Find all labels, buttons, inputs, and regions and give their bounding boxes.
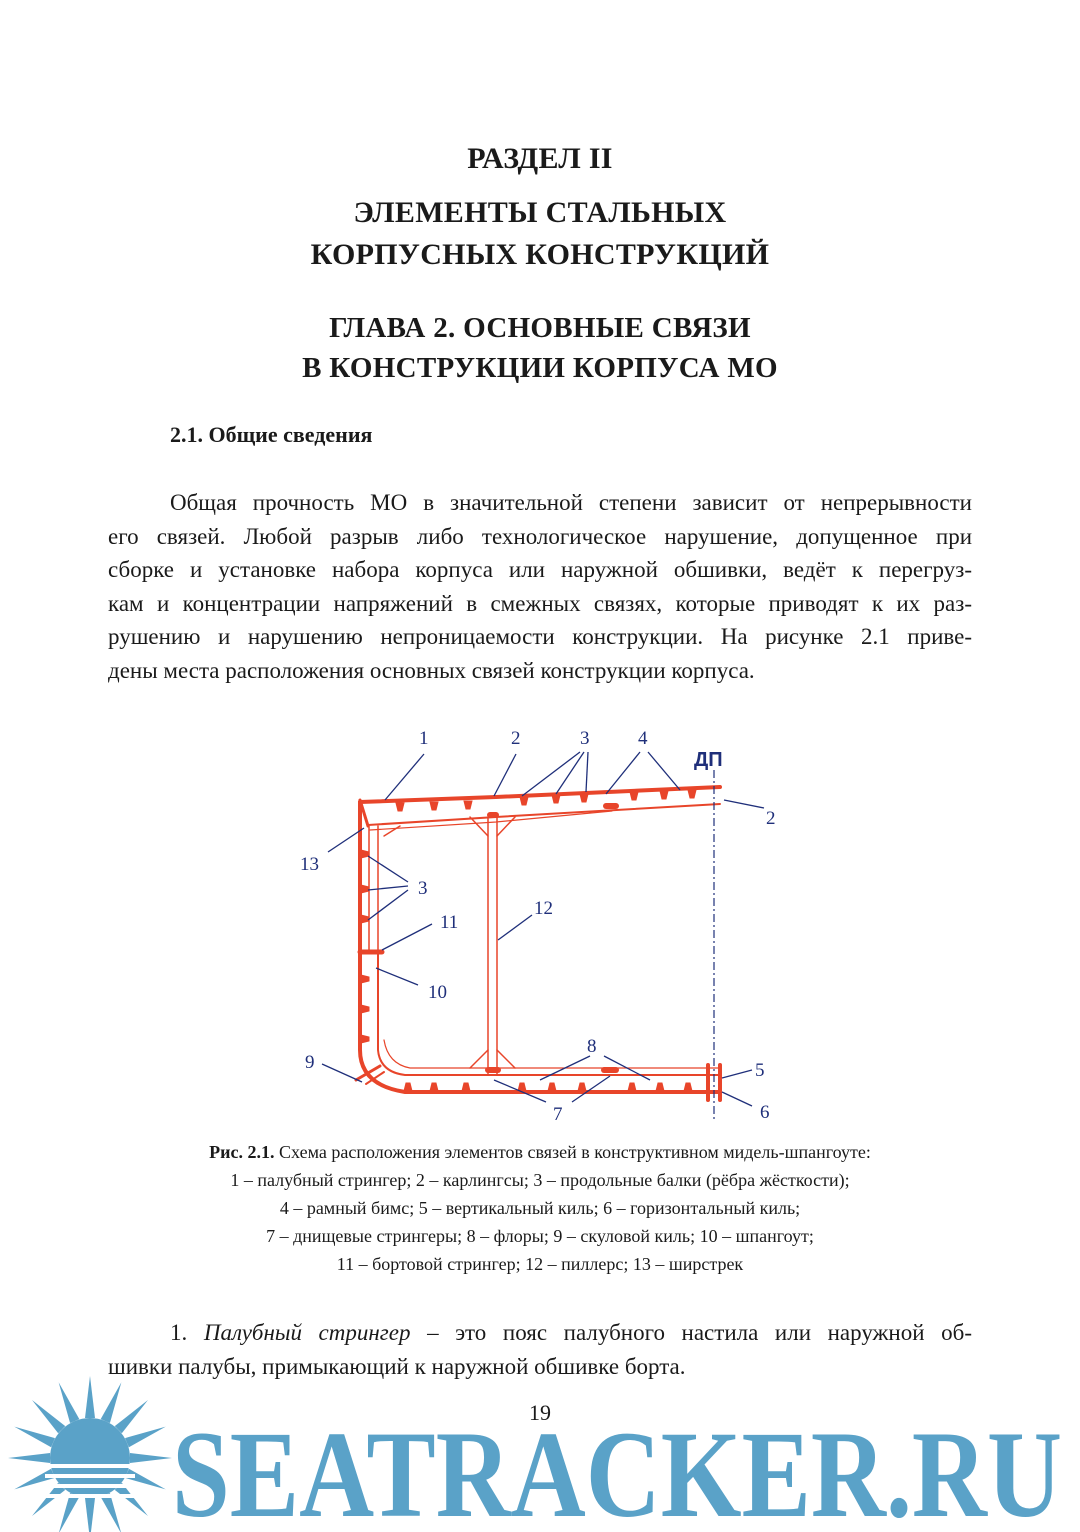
paragraph-line: дены места расположения основных связей конструкции корпуса. (108, 657, 755, 683)
callout-11: 11 (440, 912, 459, 933)
callout-4: 4 (638, 728, 648, 749)
caption-line: 7 – днищевые стрингеры; 8 – флоры; 9 – скуловой киль; 10 – шпангоут; (266, 1226, 814, 1246)
callout-7: 7 (553, 1104, 563, 1125)
caption-ref: Рис. 2.1. (209, 1142, 275, 1162)
paragraph-line: кам и концентрации напряжений в смежных связях, которые приводят к их раз- (108, 590, 972, 616)
watermark-text: SEATRACKER.RU (172, 1406, 1062, 1532)
callout-6: 6 (760, 1102, 770, 1123)
paragraph-line: сборке и установке набора корпуса или наружной обшивки, ведёт к перегруз- (108, 557, 972, 583)
paragraph-line: его связей. Любой разрыв либо технологическое нарушение, допущенное при (108, 523, 972, 549)
callout-2: 2 (511, 728, 521, 749)
caption-line: 4 – рамный бимс; 5 – вертикальный киль; 6 – горизонтальный киль; (279, 1198, 801, 1218)
midship-section-diagram (290, 720, 790, 1130)
chapter-title-line1: ГЛАВА 2. ОСНОВНЫЕ СВЯЗИ (329, 312, 751, 344)
section-title-line1: ЭЛЕМЕНТЫ СТАЛЬНЫХ (353, 196, 727, 229)
section-title-line2: КОРПУСНЫХ КОНСТРУКЦИЙ (310, 238, 770, 271)
chapter-title-line2: В КОНСТРУКЦИИ КОРПУСА МО (302, 352, 778, 384)
body-paragraph (108, 486, 972, 688)
caption-line: 11 – бортовой стрингер; 12 – пиллерс; 13 – ширстрек (336, 1254, 744, 1274)
subsection-heading: 2.1. Общие сведения (170, 422, 373, 447)
item-text-line2: шивки палубы, примыкающий к наружной обшивке борта. (108, 1353, 686, 1379)
figure-caption (0, 1138, 1080, 1278)
paragraph-line: Общая прочность МО в значительной степени зависит от непрерывности (170, 490, 972, 515)
callout-9: 9 (305, 1052, 315, 1073)
callout-3: 3 (580, 728, 590, 749)
callout-10: 10 (428, 982, 447, 1003)
item-term: Палубный стрингер (203, 1320, 411, 1345)
callout-8: 8 (587, 1036, 597, 1057)
callout-13: 13 (300, 854, 319, 875)
page-number: 19 (529, 1400, 551, 1425)
item-number: 1. (170, 1320, 188, 1345)
seatracker-watermark (0, 1370, 1080, 1532)
callout-2-right: 2 (766, 808, 776, 829)
callout-12: 12 (534, 898, 553, 919)
callout-3-side: 3 (418, 878, 428, 899)
item-text: – это пояс палубного настила или наружной об- (410, 1320, 972, 1345)
caption-title: Схема расположения элементов связей в конструктивном мидель-шпангоуте: (279, 1142, 871, 1162)
sun-logo (8, 1376, 172, 1532)
callout-5: 5 (755, 1060, 765, 1081)
centerline-label: ДП (694, 749, 723, 771)
paragraph-line: рушению и нарушению непроницаемости конструкции. На рисунке 2.1 приве- (108, 624, 972, 650)
callout-1: 1 (419, 728, 429, 749)
section-label: РАЗДЕЛ II (467, 142, 613, 175)
caption-line: 1 – палубный стрингер; 2 – карлингсы; 3 – продольные балки (рёбра жёсткости); (230, 1170, 850, 1190)
